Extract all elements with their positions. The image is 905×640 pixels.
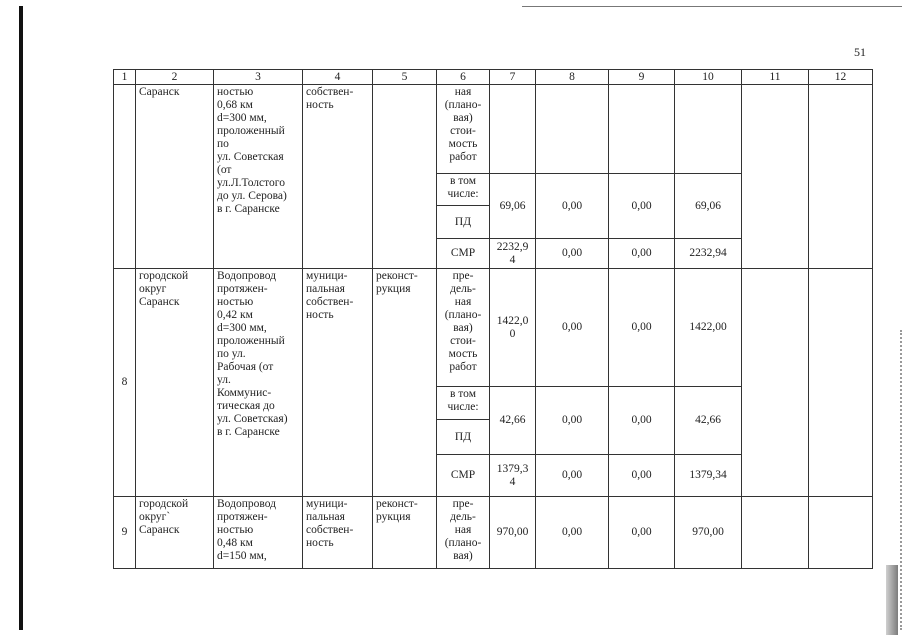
table-cell: 0,00 [536,239,609,269]
table-cell [490,85,536,174]
scan-top-line [522,6,902,7]
col-header: 8 [536,70,609,85]
table-cell: ностью 0,68 км d=300 мм, проложенный по ул. Советская (от ул.Л.Толстого до ул. Серова) в г. Саранске [214,85,303,269]
table-cell: ПД [437,206,490,239]
page-number: 51 [854,45,866,59]
table-cell: 0,00 [609,269,675,387]
table-cell: СМР [437,239,490,269]
table-cell: 0,00 [609,239,675,269]
table-row [114,269,873,387]
table-cell [742,497,809,569]
table-cell [809,85,873,269]
col-header: 5 [373,70,437,85]
table-cell: 0,00 [536,269,609,387]
scan-edge-bar [19,6,23,630]
table-cell: 0,00 [536,455,609,497]
table-cell: 1379,34 [675,455,742,497]
table-cell: СМР [437,455,490,497]
table-cell: Водопровод протяжен- ностью 0,48 км d=150 мм, [214,497,303,569]
header-row [114,70,873,85]
table-cell: Водопровод протяжен- ностью 0,42 км d=300 мм, проложенный по ул. Рабочая (от ул. Коммунис- тическая до ул. Советская) в г. Саранске [214,269,303,497]
table-cell: 42,66 [490,387,536,455]
table-cell: 2232,94 [675,239,742,269]
col-header: 3 [214,70,303,85]
table-cell: 1422,0 0 [490,269,536,387]
table-cell: муници- пальная собствен- ность [303,497,373,569]
table-cell: 0,00 [536,387,609,455]
table-cell [809,269,873,497]
table-cell: 69,06 [490,174,536,239]
table-cell: пре- дель- ная (плано- вая) [437,497,490,569]
table-cell: 0,00 [609,174,675,239]
table-cell: 9 [114,497,136,569]
table-cell: 0,00 [536,497,609,569]
table-cell: 69,06 [675,174,742,239]
table-cell: 970,00 [675,497,742,569]
col-header: 10 [675,70,742,85]
table-cell: 1422,00 [675,269,742,387]
table-cell: в том числе: [437,174,490,206]
table-cell: городской округ Саранск [136,269,214,497]
col-header: 7 [490,70,536,85]
table-cell: 0,00 [609,497,675,569]
table-cell: в том числе: [437,387,490,420]
table-cell: пре- дель- ная (плано- вая) стои- мость работ [437,269,490,387]
table-cell: ПД [437,420,490,455]
table-row [114,497,873,569]
table-cell: 8 [114,269,136,497]
col-header: 11 [742,70,809,85]
table-cell: Саранск [136,85,214,269]
table-cell: 0,00 [609,455,675,497]
table-cell: муници- пальная собствен- ность [303,269,373,497]
col-header: 4 [303,70,373,85]
table-cell: 42,66 [675,387,742,455]
scan-edge-shadow [886,565,898,635]
table-row [114,85,873,174]
table-cell [742,269,809,497]
col-header: 6 [437,70,490,85]
col-header: 9 [609,70,675,85]
budget-table [113,69,873,569]
table-cell [609,85,675,174]
table-cell: 970,00 [490,497,536,569]
table-cell [809,497,873,569]
col-header: 12 [809,70,873,85]
table-cell: реконст- рукция [373,269,437,497]
table-cell: 2232,9 4 [490,239,536,269]
table-cell: ная (плано- вая) стои- мость работ [437,85,490,174]
table-cell [675,85,742,174]
table-cell: собствен- ность [303,85,373,269]
table-cell: реконст- рукция [373,497,437,569]
table-cell: городской округ` Саранск [136,497,214,569]
col-header: 1 [114,70,136,85]
table-cell: 0,00 [609,387,675,455]
table-cell [373,85,437,269]
table-cell [114,85,136,269]
table-cell [536,85,609,174]
col-header: 2 [136,70,214,85]
table-cell: 0,00 [536,174,609,239]
table-cell [742,85,809,269]
table-cell: 1379,3 4 [490,455,536,497]
